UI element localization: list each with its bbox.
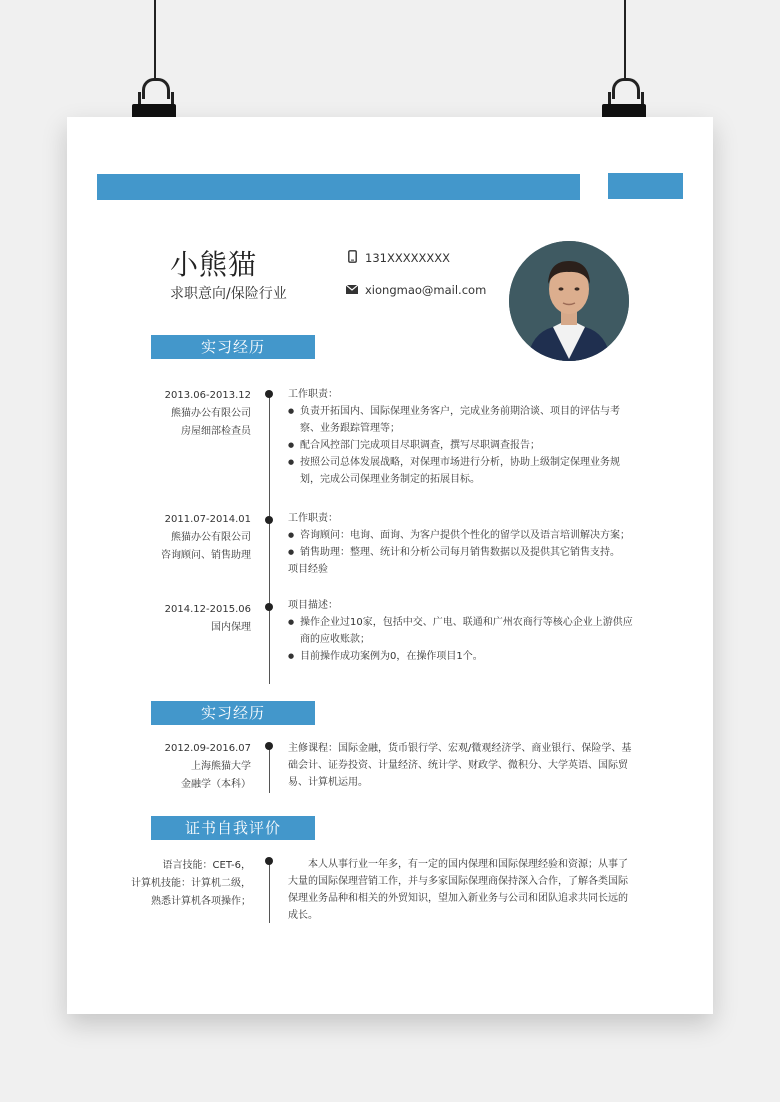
experience-company: 熊猫办公有限公司 <box>171 532 251 543</box>
profile-photo <box>509 241 629 361</box>
timeline-certs <box>269 861 270 923</box>
hanging-wire-right <box>624 0 626 80</box>
phone-number: 131XXXXXXXX <box>365 251 450 265</box>
experience-role: 咨询顾问、销售助理 <box>161 550 251 561</box>
timeline-dot <box>265 603 273 611</box>
experience-meta <box>165 387 251 441</box>
timeline-dot <box>265 516 273 524</box>
timeline-dot <box>265 390 273 398</box>
email-address: xiongmao@mail.com <box>365 283 487 297</box>
experience-company: 熊猫办公有限公司 <box>171 408 251 419</box>
section-title-internship: 实习经历 <box>151 335 315 359</box>
email-icon <box>345 284 359 297</box>
experience-item: ● 销售助理：整理、统计和分析公司每月销售数据以及提供其它销售支持。 <box>288 544 633 561</box>
phone-icon <box>345 250 359 266</box>
education-major: 金融学（本科） <box>181 779 251 790</box>
experience-item: ● 负责开拓国内、国际保理业务客户，完成业务前期洽谈、项目的评估与考察、业务跟踪管理等； <box>288 403 633 437</box>
email-row <box>345 283 486 297</box>
experience-date: 2011.07-2014.01 <box>164 514 251 525</box>
phone-row <box>345 250 450 266</box>
cert-list <box>131 857 251 911</box>
section-title-education: 实习经历 <box>151 701 315 725</box>
experience-item: ● 操作企业过10家，包括中交、广电、联通和广州农商行等核心企业上游供应商的应收账款； <box>288 614 633 648</box>
education-school: 上海熊猫大学 <box>191 761 251 772</box>
experience-item: ● 目前操作成功案例为0，在操作项目1个。 <box>288 648 633 665</box>
experience-item: ● 咨询顾问：电询、面询、为客户提供个性化的留学以及语言培训解决方案； <box>288 527 633 544</box>
header-bar-short <box>608 173 683 199</box>
experience-heading: 工作职责： <box>288 513 338 524</box>
cert-line: 熟悉计算机各项操作； <box>151 896 251 907</box>
cert-line: 语言技能：CET-6， <box>162 860 251 871</box>
experience-meta <box>165 601 251 637</box>
education-date: 2012.09-2016.07 <box>164 743 251 754</box>
header-bar-long <box>97 174 580 200</box>
hanging-wire-left <box>154 0 156 80</box>
cert-line: 计算机技能：计算机二级， <box>131 878 251 889</box>
self-evaluation <box>288 856 633 924</box>
experience-detail <box>288 386 633 488</box>
experience-meta <box>161 511 251 565</box>
experience-detail <box>288 597 633 665</box>
experience-role: 房屋细部检查员 <box>181 426 251 437</box>
resume-paper <box>67 117 713 1014</box>
timeline-dot <box>265 857 273 865</box>
candidate-name: 小熊猫 <box>170 248 258 281</box>
experience-company: 国内保理 <box>211 622 251 633</box>
experience-detail <box>288 510 633 578</box>
experience-heading: 工作职责： <box>288 389 338 400</box>
education-text: 主修课程：国际金融，货币银行学、宏观/微观经济学、商业银行、保险学、基础会计、证券投资、计量经济、统计学、财政学、微积分、大学英语、国际贸易、计算机运用。 <box>288 743 632 788</box>
education-detail <box>288 740 633 791</box>
job-intent: 求职意向/保险行业 <box>170 286 287 302</box>
experience-footer: 项目经验 <box>288 564 328 575</box>
timeline-education <box>269 745 270 793</box>
experience-heading: 项目描述： <box>288 600 338 611</box>
experience-date: 2014.12-2015.06 <box>164 604 251 615</box>
timeline-dot <box>265 742 273 750</box>
section-title-certs: 证书自我评价 <box>151 816 315 840</box>
experience-item: ● 按照公司总体发展战略，对保理市场进行分析，协助上级制定保理业务规划，完成公司保理业务制定的拓展目标。 <box>288 454 633 488</box>
self-evaluation-text: 本人从事行业一年多，有一定的国内保理和国际保理经验和资源；从事了大量的国际保理营销工作，并与多家国际保理商保持深入合作，了解各类国际保理业务品种和相关的外贸知识，望加入新业务与公司和团队追求共同长远的成长。 <box>288 859 628 921</box>
experience-item: ● 配合风控部门完成项目尽职调查，撰写尽职调查报告； <box>288 437 633 454</box>
timeline-internship <box>269 394 270 684</box>
experience-date: 2013.06-2013.12 <box>164 390 251 401</box>
education-meta <box>165 740 251 794</box>
